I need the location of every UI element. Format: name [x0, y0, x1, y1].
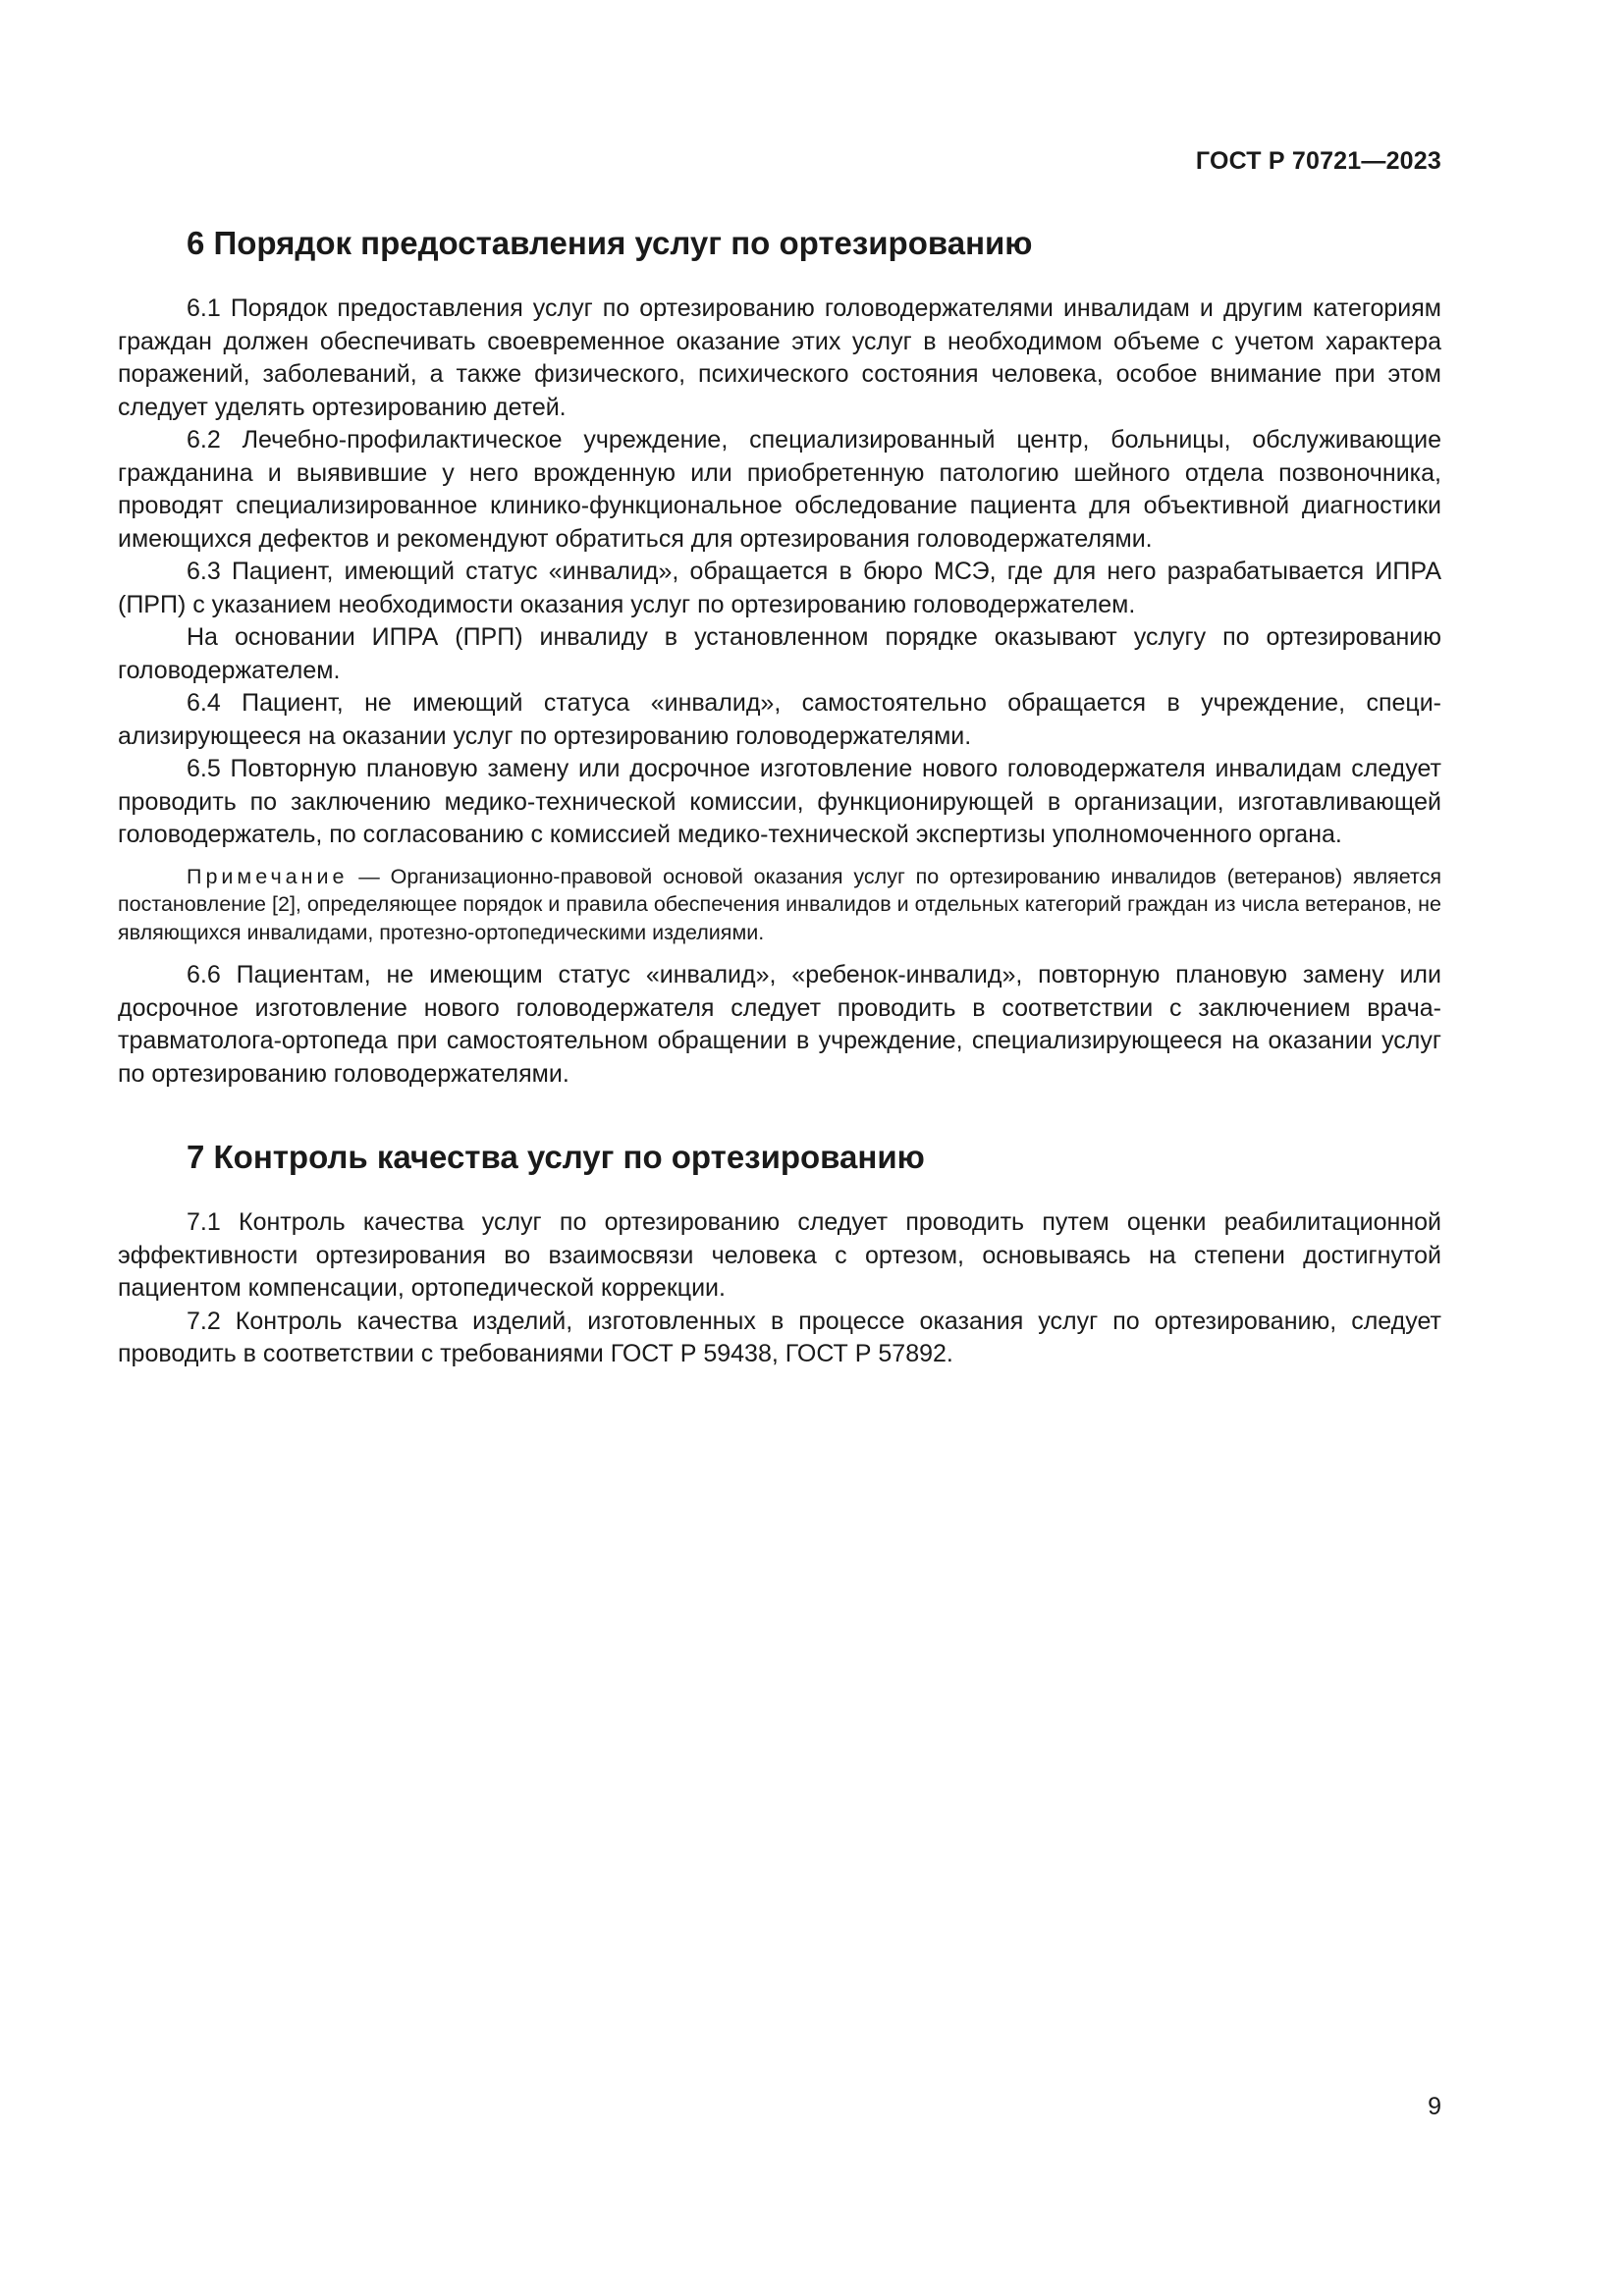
page-content — [118, 224, 1441, 1371]
note-paragraph — [118, 863, 1441, 947]
paragraph-6-2: 6.2 Лечебно-профилактическое учреждение, специализированный центр, больницы, обслуживающие гражданина и выявившие у него врожденную или приобретенную патологию шейного отдела позвоночника, проводят специализированное клинико-функциональное обследование пациента для объективной диагностики имеющихся дефектов и рекомендуют обратиться для ортезирования головодержателями. — [118, 426, 1441, 553]
paragraph-7-2: 7.2 Контроль качества изделий, изготовленных в процессе оказания услуг по ортезированию, следует проводить в соответствии с требованиями ГОСТ Р 59438, ГОСТ Р 57892. — [118, 1307, 1441, 1367]
paragraph-6-5: 6.5 Повторную плановую замену или досрочное изготовление нового головодержателя инвалидам следует проводить по заключению медико-технической комиссии, функционирующей в организации, изготавливающей головодержатель, по согласованию с комиссией медико-технической экспертизы уполномоченного органа. — [118, 755, 1441, 848]
note-text: — Организационно-правовой основой оказания услуг по ортезированию инвалидов (ветеранов) является постановление [2], определяющее порядок и правила обеспечения инвалидов и отдельных категорий граждан из числа ветеранов, не являющихся инвалидами, протезно-ортопедическими изделиями. — [118, 864, 1441, 944]
paragraph-7-1: 7.1 Контроль качества услуг по ортезированию следует проводить путем оценки реабилитационной эффективности ортезирования во взаимосвязи человека с ортезом, основываясь на степени достигнутой пациентом компенсации, ортопедической коррекции. — [118, 1208, 1441, 1302]
paragraph-6-3-continued: На основании ИПРА (ПРП) инвалиду в установленном порядке оказывают услугу по ортезированию головодержателем. — [118, 623, 1441, 684]
note-label: Примечание — [187, 864, 349, 888]
document-code-header: ГОСТ Р 70721—2023 — [1195, 147, 1441, 175]
paragraph-6-4: 6.4 Пациент, не имеющий статуса «инвалид», самостоятельно обращается в учреждение, специализирующееся на оказании услуг по ортезированию головодержателями. — [118, 689, 1441, 750]
paragraph-6-1: 6.1 Порядок предоставления услуг по ортезированию головодержателями инвалидам и другим категориям граждан должен обеспечивать своевременное оказание этих услуг в необходимом объеме с учетом характера поражений, заболеваний, а также физического, психического состояния человека, особое внимание при этом следует уделять ортезированию детей. — [118, 294, 1441, 421]
section-7-heading: 7 Контроль качества услуг по ортезированию — [187, 1139, 925, 1175]
section-6-heading: 6 Порядок предоставления услуг по ортезированию — [187, 225, 1033, 261]
page-number: 9 — [1428, 2093, 1441, 2120]
paragraph-6-3: 6.3 Пациент, имеющий статус «инвалид», обращается в бюро МСЭ, где для него разрабатывается ИПРА (ПРП) с указанием необходимости оказания услуг по ортезированию головодержателем. — [118, 558, 1441, 618]
paragraph-6-6: 6.6 Пациентам, не имеющим статус «инвалид», «ребенок-инвалид», повторную плановую замену или досрочное изготовление нового головодержателя следует проводить в соответствии с заключением врача-травматолога-ортопеда при самостоятельном обращении в учреждение, специализирующееся на оказании услуг по ортезированию головодержателями. — [118, 961, 1441, 1088]
